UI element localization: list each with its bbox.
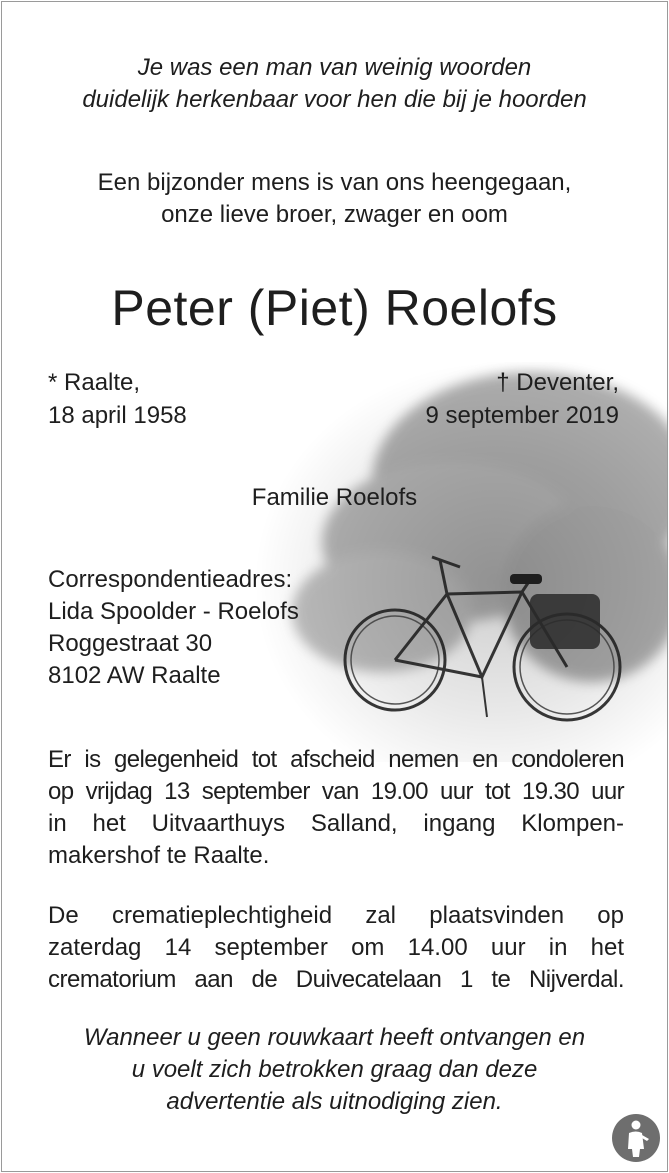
closing-line: Wanneer u geen rouwkaart heeft ontvangen en xyxy=(83,1024,586,1051)
closing-line: u voelt zich betrokken graag dan deze xyxy=(131,1056,538,1083)
cremation-line: zaterdag 14 september om 14.00 uur in het xyxy=(48,934,624,961)
cremation-line: crematorium aan de Duivecatelaan 1 te Nijverdal. xyxy=(48,966,624,993)
birth-date: 18 april 1958 xyxy=(48,402,187,429)
figure-logo-icon xyxy=(611,1113,661,1163)
address-street: Roggestraat 30 xyxy=(48,630,213,657)
address-name: Lida Spoolder - Roelofs xyxy=(48,598,299,625)
address-postal: 8102 AW Raalte xyxy=(48,662,221,689)
farewell-line: op vrijdag 13 september van 19.00 uur tot 19.30 uur xyxy=(48,778,624,805)
farewell-line: in het Uitvaarthuys Salland, ingang Klompen- xyxy=(48,810,624,837)
farewell-line: makershof te Raalte. xyxy=(48,842,270,869)
farewell-line: Er is gelegenheid tot afscheid nemen en condoleren xyxy=(48,746,624,773)
intro-line: Een bijzonder mens is van ons heengegaan, xyxy=(97,169,572,196)
intro-line: onze lieve broer, zwager en oom xyxy=(161,201,508,228)
poem-line: duidelijk herkenbaar voor hen die bij je hoorden xyxy=(82,86,587,113)
closing-line: advertentie als uitnodiging zien. xyxy=(166,1088,503,1115)
cremation-line: De crematieplechtigheid zal plaatsvinden op xyxy=(48,902,624,929)
family-name: Familie Roelofs xyxy=(251,484,418,511)
death-place: † Deventer, xyxy=(496,369,619,396)
death-date: 9 september 2019 xyxy=(425,402,619,429)
deceased-name: Peter (Piet) Roelofs xyxy=(111,280,558,336)
address-label: Correspondentieadres: xyxy=(48,566,293,593)
poem-line: Je was een man van weinig woorden xyxy=(137,54,532,81)
obituary-card xyxy=(1,1,668,1172)
birth-place: * Raalte, xyxy=(48,369,141,396)
